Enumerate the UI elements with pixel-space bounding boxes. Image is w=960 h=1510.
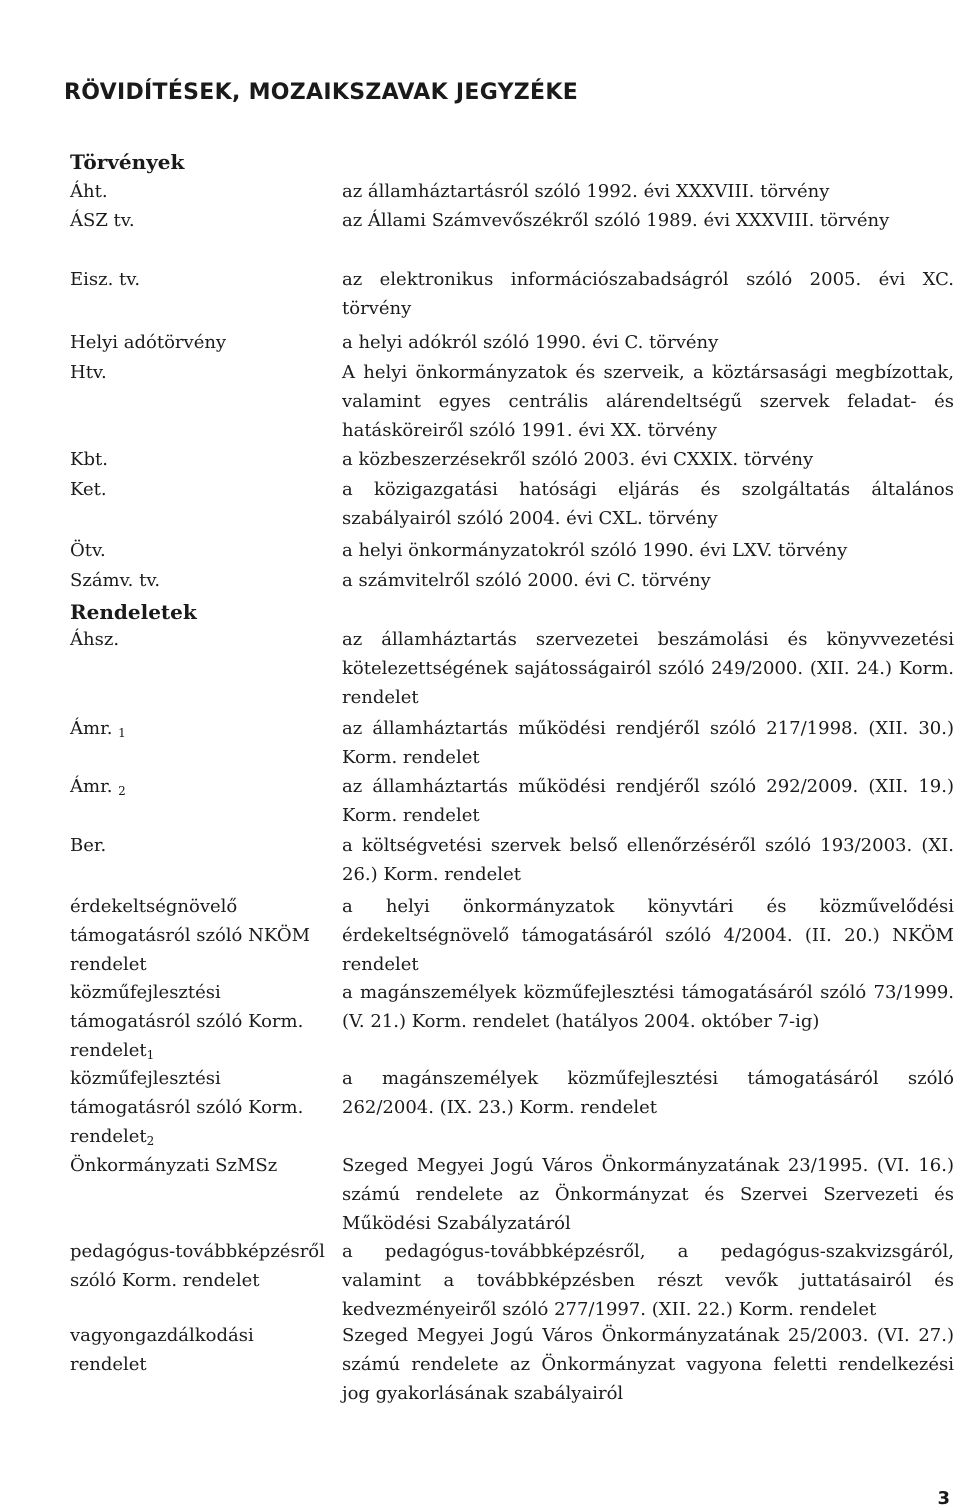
abbreviation-term: Htv. (70, 362, 107, 383)
abbreviation-term: közműfejlesztési támogatásról szóló Korm. rendelet$_1$ (70, 982, 304, 1062)
page-title: RÖVIDÍTÉSEK, MOZAIKSZAVAK JEGYZÉKE (64, 80, 579, 105)
abbreviation-term: közműfejlesztési támogatásról szóló Korm. rendelet$_2$ (70, 1068, 304, 1148)
abbreviation-definition: a számvitelről szóló 2000. évi C. törvény (342, 570, 711, 591)
abbreviation-term: Ber. (70, 835, 107, 856)
subscript-index: 1 (146, 1048, 155, 1062)
abbreviation-term: Áhsz. (70, 629, 120, 650)
abbreviation-definition: az államháztartás szervezetei beszámolási és könyvvezetési kötelezettségének sajátosságairól szóló 249/2000. (XII. 24.) Korm. rendelet (342, 629, 954, 708)
abbreviation-definition: a pedagógus-továbbképzésről, a pedagógus-szakvizsgáról, valamint a továbbképzésben részt vevők juttatásairól és kedvezményeiről szóló 277/1997. (XII. 22.) Korm. rendelet (342, 1241, 954, 1320)
abbreviation-term: Helyi adótörvény (70, 332, 227, 353)
abbreviation-term: Ket. (70, 479, 107, 500)
abbreviation-definition: az államháztartás működési rendjéről szóló 217/1998. (XII. 30.) Korm. rendelet (342, 718, 954, 768)
subscript-index: 2 (146, 1134, 155, 1148)
abbreviation-definition: a költségvetési szervek belső ellenőrzéséről szóló 193/2003. (XI. 26.) Korm. rendelet (342, 835, 954, 885)
page-number: 3 (937, 1488, 950, 1509)
section-heading-rendeletek: Rendeletek (70, 600, 197, 624)
abbreviation-definition: az Állami Számvevőszékről szóló 1989. évi XXXVIII. törvény (342, 210, 890, 231)
abbreviation-definition: A helyi önkormányzatok és szerveik, a köztársasági megbízottak, valamint egyes centrális alárendeltségű szervek feladat- és hatásköreiről szóló 1991. évi XX. törvény (342, 362, 954, 441)
abbreviation-definition: a helyi adókról szóló 1990. évi C. törvény (342, 332, 719, 353)
abbreviation-term: Kbt. (70, 449, 108, 470)
section-heading-torvenyek: Törvények (70, 150, 185, 174)
abbreviation-term: Számv. tv. (70, 570, 161, 591)
abbreviation-term: Önkormányzati SzMSz (70, 1155, 278, 1176)
abbreviation-definition: Szeged Megyei Jogú Város Önkormányzatának 23/1995. (VI. 16.) számú rendelete az Önkormányzat és Szervei Szervezeti és Működési Szabályzatáról (342, 1155, 954, 1234)
abbreviation-definition: a közbeszerzésekről szóló 2003. évi CXXIX. törvény (342, 449, 814, 470)
abbreviation-definition: az államháztartásról szóló 1992. évi XXXVIII. törvény (342, 181, 830, 202)
abbreviation-definition: a helyi önkormányzatokról szóló 1990. évi LXV. törvény (342, 540, 848, 561)
abbreviation-definition: a közigazgatási hatósági eljárás és szolgáltatás általános szabályairól szóló 2004. évi CXL. törvény (342, 479, 954, 529)
abbreviation-definition: az elektronikus információszabadságról szóló 2005. évi XC. törvény (342, 269, 954, 319)
abbreviation-term: ÁSZ tv. (70, 210, 135, 231)
abbreviation-term: Ámr. $_1$ (70, 718, 126, 740)
abbreviation-definition: a helyi önkormányzatok könyvtári és közművelődési érdekeltségnövelő támogatásáról szóló 4/2004. (II. 20.) NKÖM rendelet (342, 896, 954, 975)
abbreviation-definition: a magánszemélyek közműfejlesztési támogatásáról szóló 73/1999. (V. 21.) Korm. rendelet (hatályos 2004. október 7-ig) (342, 982, 954, 1032)
abbreviation-term: Ötv. (70, 540, 106, 561)
abbreviation-term: Ámr. $_2$ (70, 776, 126, 798)
abbreviation-term: Eisz. tv. (70, 269, 141, 290)
abbreviation-term: vagyongazdálkodási rendelet (70, 1325, 254, 1375)
abbreviation-term: Áht. (70, 181, 108, 202)
abbreviation-term: pedagógus-továbbképzésről szóló Korm. rendelet (70, 1241, 325, 1291)
abbreviation-definition: a magánszemélyek közműfejlesztési támogatásáról szóló 262/2004. (IX. 23.) Korm. rendelet (342, 1068, 954, 1118)
subscript-index: 2 (118, 784, 126, 798)
abbreviation-term: érdekeltségnövelő támogatásról szóló NKÖM rendelet (70, 896, 311, 975)
abbreviation-definition: Szeged Megyei Jogú Város Önkormányzatának 25/2003. (VI. 27.) számú rendelete az Önkormányzat vagyona feletti rendelkezési jog gyakorlásának szabályairól (342, 1325, 954, 1404)
abbreviation-definition: az államháztartás működési rendjéről szóló 292/2009. (XII. 19.) Korm. rendelet (342, 776, 954, 826)
subscript-index: 1 (118, 726, 126, 740)
